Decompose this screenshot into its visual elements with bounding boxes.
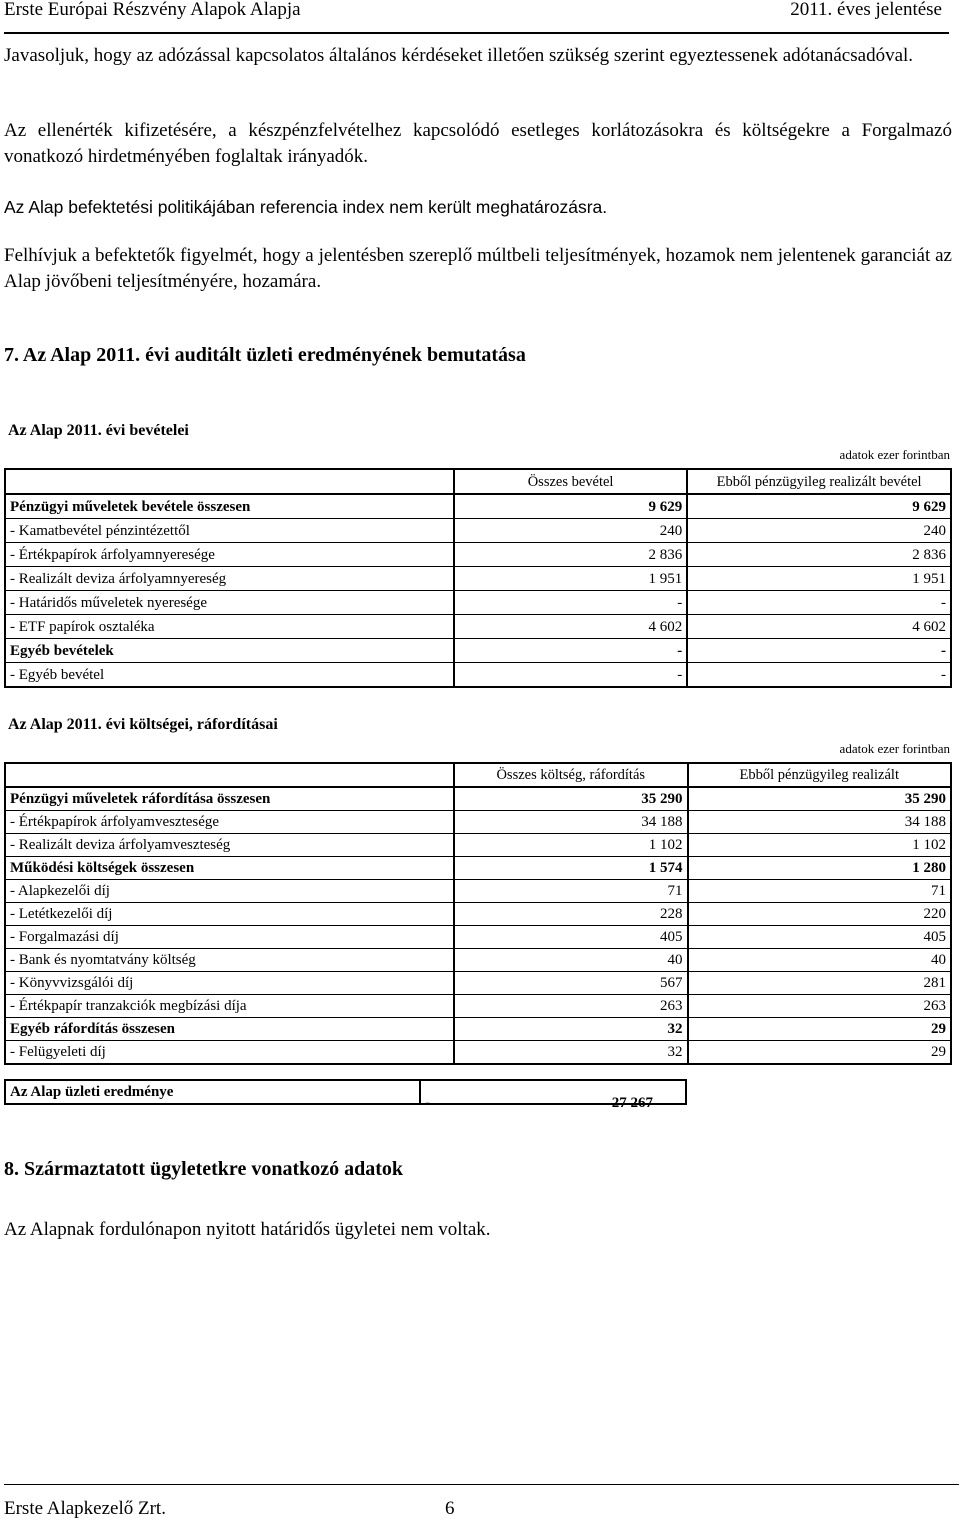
table-row: - Értékpapírok árfolyamvesztesége 34 188 34 188 bbox=[5, 811, 951, 834]
table-row: Egyéb ráfordítás összesen 32 29 bbox=[5, 1018, 951, 1041]
income-unit: adatok ezer forintban bbox=[839, 447, 950, 462]
income-header-row bbox=[5, 469, 951, 494]
result-value: 27 267 bbox=[611, 1095, 653, 1111]
income-col2-header: Ebből pénzügyileg realizált bevétel bbox=[687, 469, 951, 494]
table-row: - Határidős műveletek nyeresége - - bbox=[5, 591, 951, 615]
table-row: - Értékpapír tranzakciók megbízási díja 263 263 bbox=[5, 995, 951, 1018]
table-row: - Realizált deviza árfolyamveszteség 1 102 1 102 bbox=[5, 834, 951, 857]
table-row: - Kamatbevétel pénzintézettől 240 240 bbox=[5, 519, 951, 543]
expenses-header-row bbox=[5, 763, 951, 787]
section-8-text: Az Alapnak fordulónapon nyitott határidős ügyletei nem voltak. bbox=[4, 1219, 491, 1240]
paragraph-benchmark: Az Alap befektetési politikájában referencia index nem került meghatározásra. bbox=[4, 197, 608, 217]
paragraph-tax: Javasoljuk, hogy az adózással kapcsolatos általános kérdéseket illetően szükség szerint egyeztessenek adótanácsadóval. bbox=[4, 45, 914, 66]
table-row: - Egyéb bevétel - - bbox=[5, 663, 951, 688]
header-rule bbox=[4, 32, 949, 34]
table-row: - Bank és nyomtatvány költség 40 40 bbox=[5, 949, 951, 972]
paragraph-payment: Az ellenérték kifizetésére, a készpénzfelvételhez kapcsolódó esetleges korlátozásokra és költségekre a Forgalmazó vonatkozó hirdetményében foglaltak irányadók. bbox=[4, 120, 952, 167]
table-row: - Realizált deviza árfolyamnyereség 1 951 1 951 bbox=[5, 567, 951, 591]
income-caption: Az Alap 2011. évi bevételei bbox=[8, 422, 189, 439]
table-row: - Értékpapírok árfolyamnyeresége 2 836 2 836 bbox=[5, 543, 951, 567]
table-row: - Könyvvizsgálói díj 567 281 bbox=[5, 972, 951, 995]
section-7-title: 7. Az Alap 2011. évi auditált üzleti eredményének bemutatása bbox=[4, 344, 526, 366]
footer-company: Erste Alapkezelő Zrt. bbox=[4, 1498, 166, 1519]
result-table bbox=[4, 1079, 687, 1111]
table-row: - Letétkezelői díj 228 220 bbox=[5, 903, 951, 926]
result-label: Az Alap üzleti eredménye bbox=[5, 1080, 420, 1104]
income-col1-header: Összes bevétel bbox=[454, 469, 687, 494]
expenses-caption: Az Alap 2011. évi költségei, ráfordításai bbox=[8, 716, 278, 733]
income-table bbox=[4, 468, 952, 688]
paragraph-disclaimer: Felhívjuk a befektetők figyelmét, hogy a jelentésben szereplő múltbeli teljesítmények, hozamok nem jelentenek garanciát az Alap jövőbeni teljesítményére, hozamára. bbox=[4, 245, 952, 292]
header-report-year: 2011. éves jelentése bbox=[790, 0, 942, 20]
section-8-title: 8. Származtatott ügyletetkre vonatkozó adatok bbox=[4, 1158, 404, 1180]
expenses-col2-header: Ebből pénzügyileg realizált bbox=[688, 763, 951, 787]
table-row: - Felügyeleti díj 32 29 bbox=[5, 1041, 951, 1065]
table-row: Egyéb bevételek - - bbox=[5, 639, 951, 663]
table-row: - Alapkezelői díj 71 71 bbox=[5, 880, 951, 903]
expenses-col1-header: Összes költség, ráfordítás bbox=[454, 763, 688, 787]
footer-rule bbox=[4, 1484, 959, 1485]
table-row: - Forgalmazási díj 405 405 bbox=[5, 926, 951, 949]
expenses-unit: adatok ezer forintban bbox=[839, 741, 950, 756]
result-sign: - bbox=[425, 1095, 431, 1111]
page-number: 6 bbox=[445, 1498, 455, 1519]
table-row: Pénzügyi műveletek ráfordítása összesen 35 290 35 290 bbox=[5, 787, 951, 811]
header-title: Erste Európai Részvény Alapok Alapja bbox=[4, 0, 301, 20]
expenses-table bbox=[4, 762, 952, 1065]
table-row: Pénzügyi műveletek bevétele összesen 9 629 9 629 bbox=[5, 494, 951, 519]
table-row: Működési költségek összesen 1 574 1 280 bbox=[5, 857, 951, 880]
table-row: - ETF papírok osztaléka 4 602 4 602 bbox=[5, 615, 951, 639]
result-row bbox=[5, 1080, 686, 1104]
